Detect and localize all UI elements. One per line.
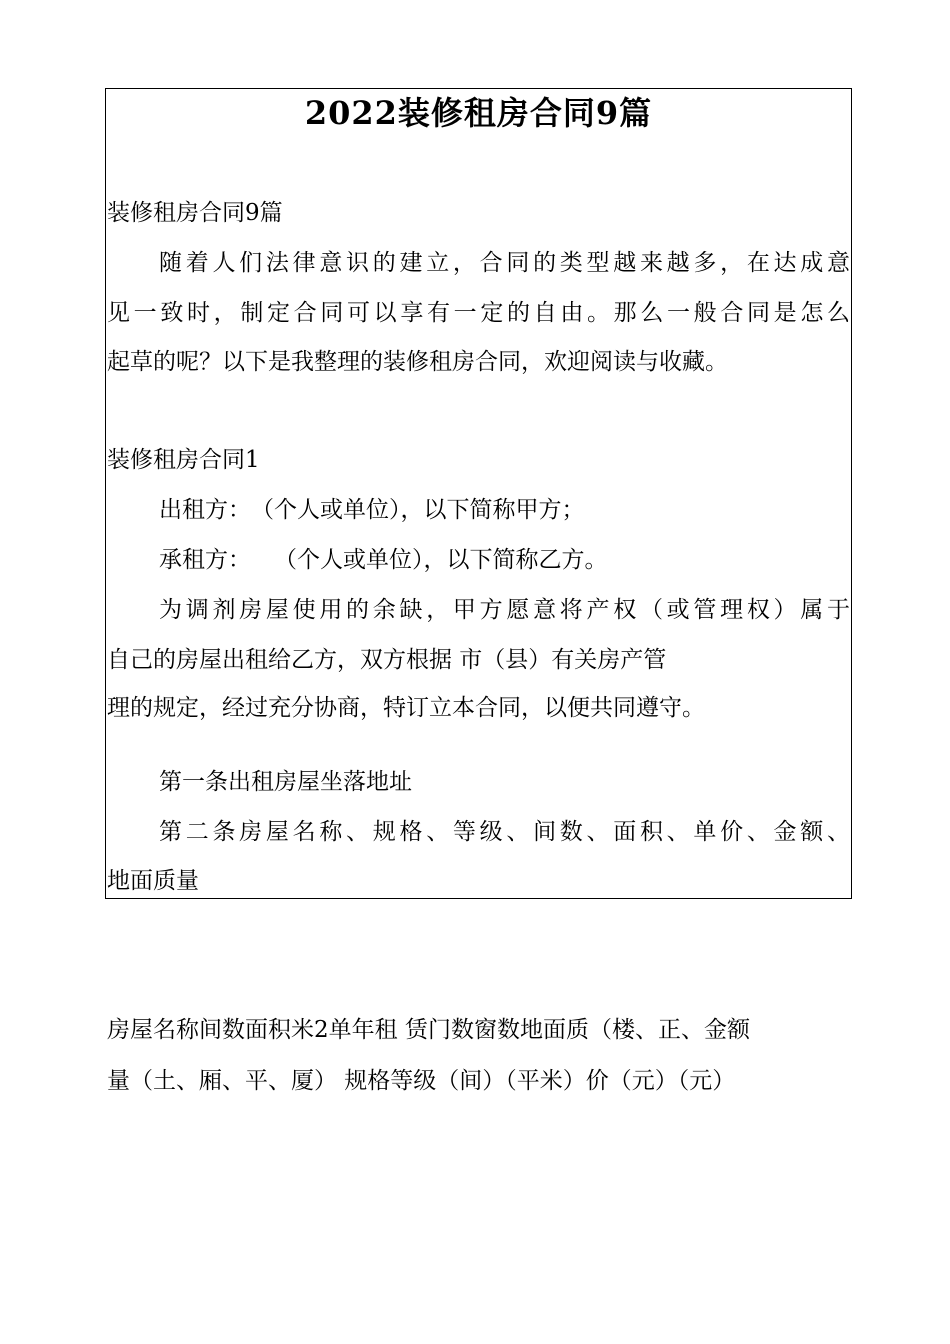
purpose-line-2: 自己的房屋出租给乙方，双方根据 市（县）有关房产管 (107, 647, 667, 673)
contract-heading: 装修租房合同1 (107, 447, 260, 473)
article-1: 第一条出租房屋坐落地址 (159, 769, 412, 795)
document-heading: 装修租房合同9篇 (107, 200, 283, 226)
lessee-line: 承租方： （个人或单位），以下简称乙方。 (159, 547, 608, 573)
purpose-line-3: 理的规定，经过充分协商，特订立本合同，以便共同遵守。 (107, 695, 705, 721)
table-header-line-2: 量（土、厢、平、厦） 规格等级（间）（平米）价（元）（元） (107, 1068, 736, 1094)
intro-line-3: 起草的呢？以下是我整理的装修租房合同，欢迎阅读与收藏。 (107, 349, 728, 375)
intro-line-1: 随着人们法律意识的建立，合同的类型越来越多，在达成意 (159, 250, 850, 276)
article-2-line-2: 地面质量 (107, 868, 199, 894)
purpose-line-1: 为调剂房屋使用的余缺，甲方愿意将产权（或管理权）属于 (159, 597, 850, 623)
intro-line-2: 见一致时，制定合同可以享有一定的自由。那么一般合同是怎么 (107, 300, 850, 326)
article-2-line-1: 第二条房屋名称、规格、等级、间数、面积、单价、金额、 (159, 819, 850, 845)
table-header-line-1: 房屋名称间数面积米2单年租 赁门数窗数地面质（楼、正、金额 (107, 1017, 750, 1043)
lessor-line: 出租方： （个人或单位），以下简称甲方； (159, 497, 585, 523)
document-title: 2022装修租房合同9篇 (304, 94, 653, 132)
